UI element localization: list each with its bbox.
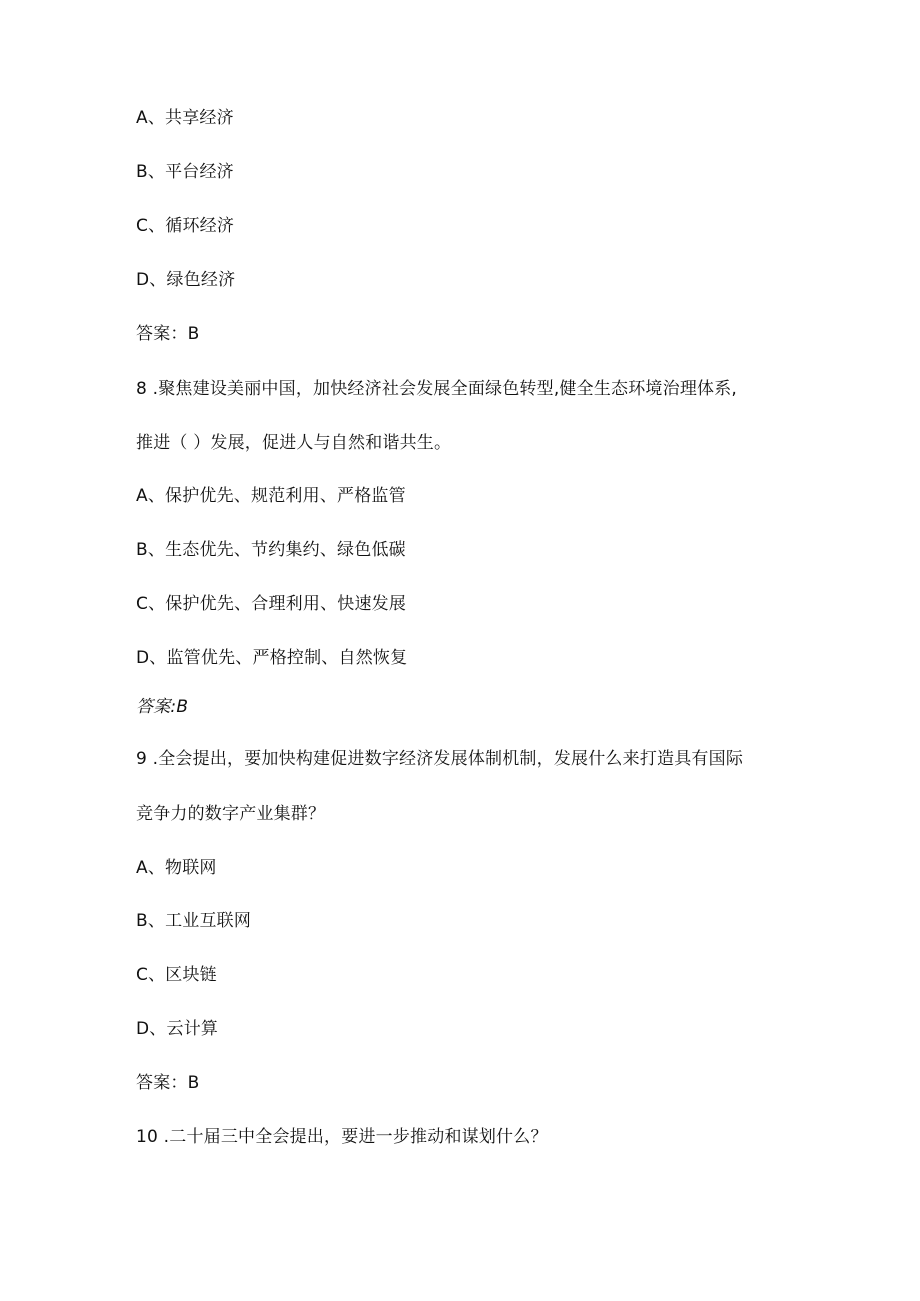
option-a: A、共享经济 (136, 108, 234, 128)
question-9-stem-line1: 9 .全会提出，要加快构建促进数字经济发展体制机制，发展什么来打造具有国际 (136, 749, 744, 769)
question-8-stem-line1: 8 .聚焦建设美丽中国，加快经济社会发展全面绿色转型,健全生态环境治理体系, (136, 379, 738, 399)
question-8-option-b: B、生态优先、节约集约、绿色低碳 (136, 540, 406, 560)
question-10-stem-line1: 10 .二十届三中全会提出，要进一步推动和谋划什么？ (136, 1127, 548, 1147)
option-b: B、平台经济 (136, 162, 234, 182)
question-8-stem-line2: 推进（ ）发展，促进人与自然和谐共生。 (136, 433, 452, 453)
answer: 答案：B (136, 324, 200, 344)
question-8-option-d: D、监管优先、严格控制、自然恢复 (136, 648, 408, 668)
question-9-option-b: B、工业互联网 (136, 911, 252, 931)
question-9-option-a: A、物联网 (136, 858, 217, 878)
option-d: D、绿色经济 (136, 270, 236, 290)
question-9-option-c: C、区块链 (136, 965, 217, 985)
question-8-option-a: A、保护优先、规范利用、严格监管 (136, 486, 406, 506)
option-c: C、循环经济 (136, 216, 235, 236)
question-9-stem-line2: 竞争力的数字产业集群？ (136, 804, 326, 824)
question-8-answer: 答案:B (136, 697, 189, 717)
question-9-option-d: D、云计算 (136, 1019, 219, 1039)
question-8-option-c: C、保护优先、合理利用、快速发展 (136, 594, 407, 614)
question-9-answer: 答案：B (136, 1073, 200, 1093)
